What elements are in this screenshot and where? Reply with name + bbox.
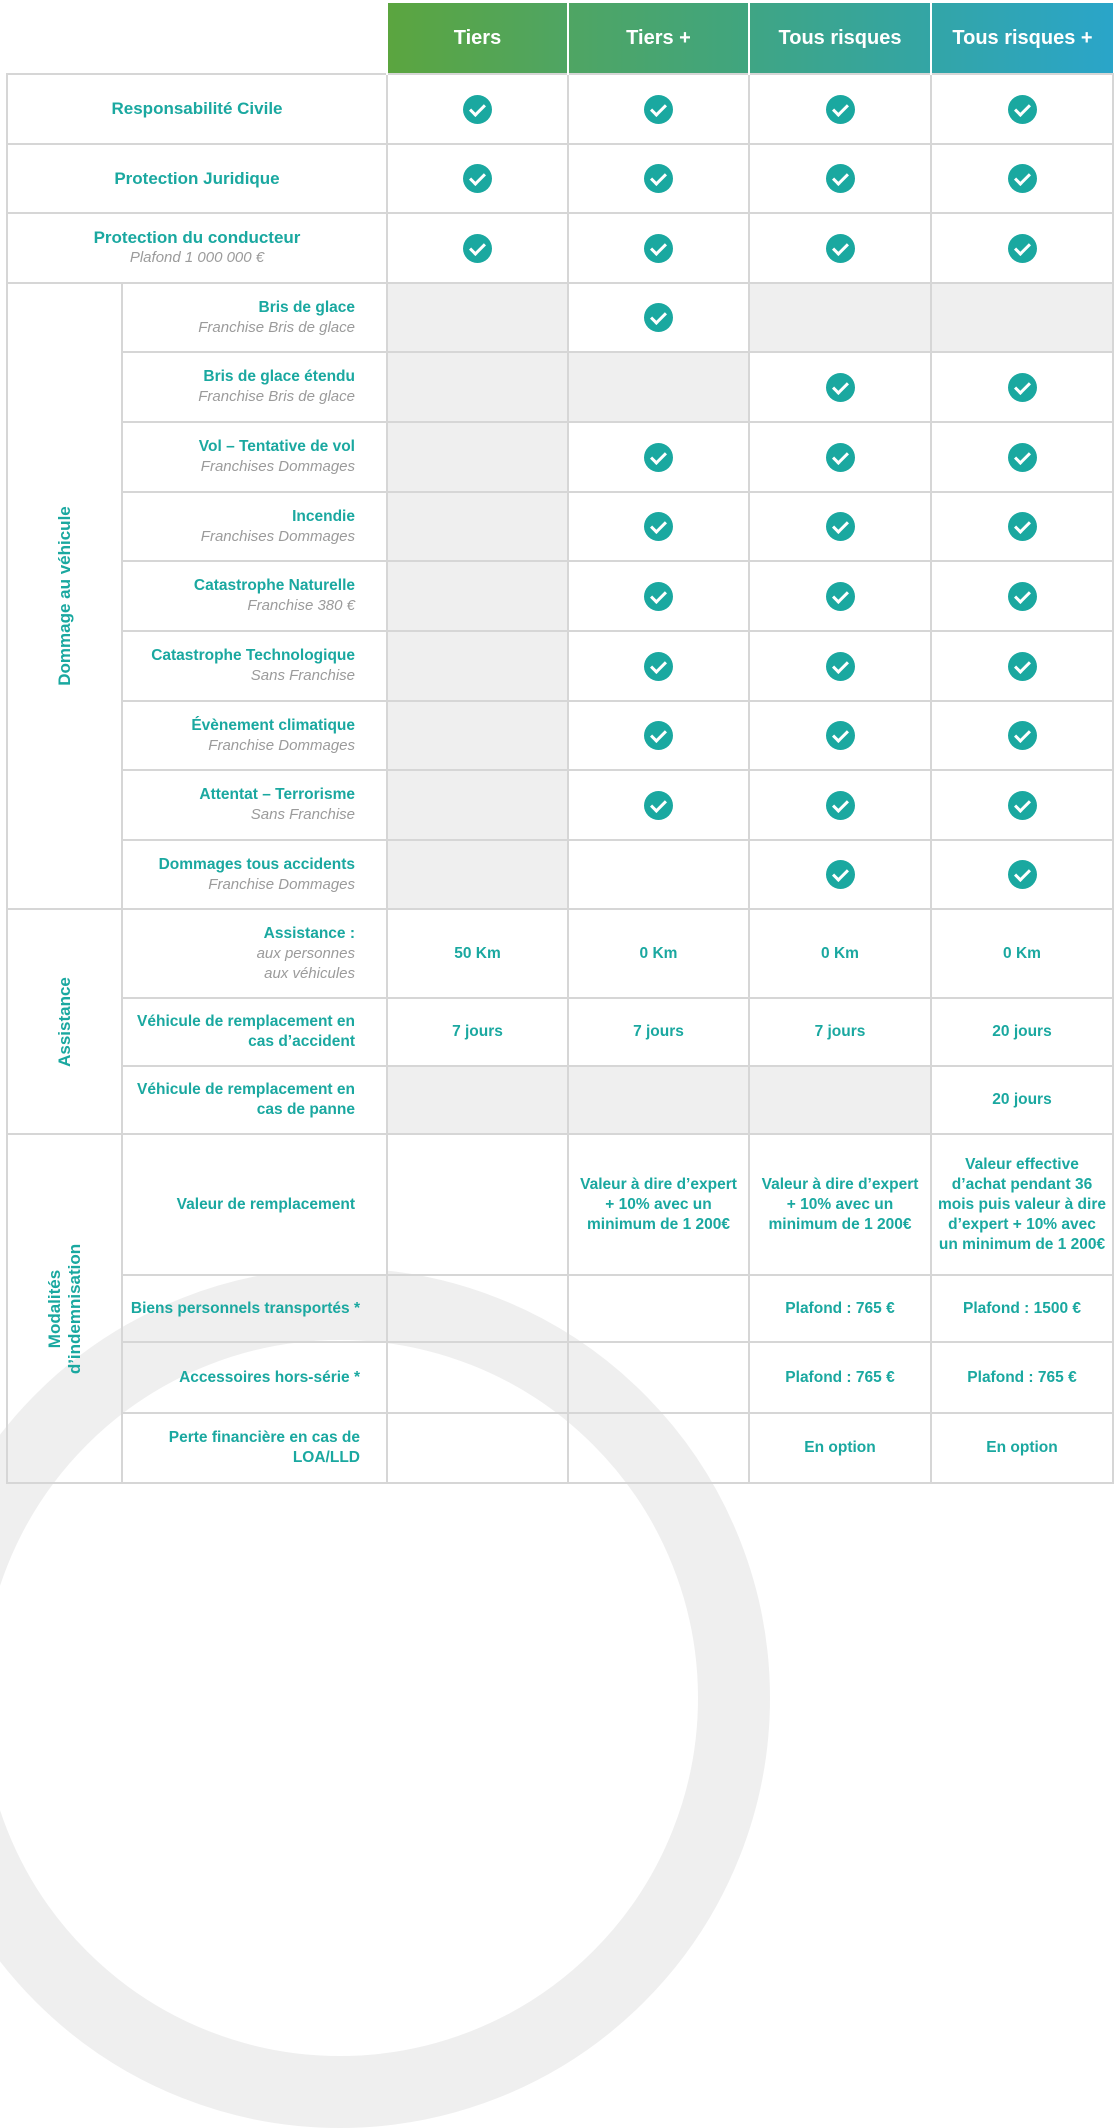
- value-text: Valeur effective d’achat pendant 36 mois puis valeur à dire d’expert + 10% avec un minimum de 1 200€: [938, 1155, 1106, 1253]
- value-cell: 20 jours: [931, 998, 1113, 1066]
- check-icon: [826, 860, 855, 889]
- value-cell: [387, 1342, 568, 1413]
- check-icon: [644, 303, 673, 332]
- value-cell: 50 Km: [387, 909, 568, 998]
- check-icon: [1008, 652, 1037, 681]
- row-label: [7, 144, 387, 213]
- row-label: Véhicule de remplacement en cas de panne: [122, 1066, 387, 1134]
- check-icon: [826, 164, 855, 193]
- row-label: Biens personnels transportés *: [122, 1275, 387, 1342]
- plan-header-tous-risques: Tous risques: [749, 3, 931, 74]
- value-cell: Plafond : 1500 €: [931, 1275, 1113, 1342]
- plan-header-row: [7, 3, 1113, 74]
- row-label-text: Bris de glace: [258, 298, 355, 316]
- unavailable-cell: [387, 770, 568, 840]
- value-cell: [387, 1413, 568, 1483]
- unavailable-cell: [387, 492, 568, 561]
- unavailable-cell: [749, 283, 931, 352]
- row-vehicule-remplacement-accident: [7, 998, 1113, 1066]
- row-protection-juridique: [7, 144, 1113, 213]
- check-icon: [826, 443, 855, 472]
- check-icon: [826, 512, 855, 541]
- check-icon: [826, 582, 855, 611]
- row-label-text: Responsabilité Civile: [111, 99, 283, 118]
- row-vehicule-remplacement-panne: [7, 1066, 1113, 1134]
- row-label-text: Bris de glace étendu: [203, 368, 355, 385]
- row-label: Véhicule de remplacement en cas d’accident: [122, 998, 387, 1066]
- check-icon: [644, 791, 673, 820]
- row-catastrophe-technologique: [7, 631, 1113, 701]
- row-label-text: Dommages tous accidents: [158, 855, 355, 873]
- row-incendie: [7, 492, 1113, 561]
- check-icon: [644, 721, 673, 750]
- row-sublabel: Franchises Dommages: [200, 527, 355, 545]
- check-icon: [1008, 234, 1037, 263]
- check-icon: [644, 164, 673, 193]
- check-icon: [463, 234, 492, 263]
- unavailable-cell: [387, 283, 568, 352]
- row-label: [122, 492, 387, 561]
- row-sublabel: aux personnes: [256, 944, 355, 962]
- row-label: [122, 701, 387, 770]
- row-bris-de-glace: [7, 283, 1113, 352]
- value-cell: 0 Km: [568, 909, 749, 998]
- row-catastrophe-naturelle: [7, 561, 1113, 631]
- check-icon: [1008, 443, 1037, 472]
- check-icon: [1008, 373, 1037, 402]
- check-icon: [644, 582, 673, 611]
- row-label-text: Catastrophe Naturelle: [193, 577, 355, 594]
- row-label-text: Incendie: [292, 507, 355, 525]
- value-cell: Plafond : 765 €: [749, 1275, 931, 1342]
- coverage-comparison-table: [6, 3, 1114, 1484]
- row-valeur-remplacement: [7, 1134, 1113, 1275]
- check-icon: [1008, 860, 1037, 889]
- row-label: [7, 213, 387, 283]
- row-evenement-climatique: [7, 701, 1113, 770]
- check-icon: [1008, 791, 1037, 820]
- check-icon: [644, 512, 673, 541]
- unavailable-cell: [387, 840, 568, 909]
- row-sublabel: Plafond 1 000 000 €: [129, 249, 265, 266]
- check-icon: [826, 652, 855, 681]
- category-dommage: [7, 283, 122, 909]
- value-cell: Plafond : 765 €: [749, 1342, 931, 1413]
- row-sublabel: Franchise Dommages: [208, 875, 355, 893]
- value-cell: [749, 1134, 931, 1275]
- unavailable-cell: [387, 1066, 568, 1134]
- row-responsabilite-civile: [7, 74, 1113, 144]
- value-cell: 0 Km: [931, 909, 1113, 998]
- row-label: [7, 74, 387, 144]
- row-dommages-tous-accidents: [7, 840, 1113, 909]
- check-icon: [1008, 95, 1037, 124]
- check-icon: [644, 234, 673, 263]
- value-cell: 0 Km: [749, 909, 931, 998]
- value-cell: [568, 1413, 749, 1483]
- value-text: Valeur à dire d’expert + 10% avec un minimum de 1 200€: [580, 1175, 737, 1233]
- row-attentat: [7, 770, 1113, 840]
- category-title: Dommage au véhicule: [54, 506, 74, 686]
- row-label-text: Vol – Tentative de vol: [198, 438, 355, 455]
- value-cell: [387, 1275, 568, 1342]
- row-label: Accessoires hors-série *: [122, 1342, 387, 1413]
- check-icon: [1008, 512, 1037, 541]
- check-icon: [826, 791, 855, 820]
- check-icon: [1008, 721, 1037, 750]
- value-cell: 7 jours: [749, 998, 931, 1066]
- check-icon: [1008, 582, 1037, 611]
- row-sublabel: Franchise 380 €: [247, 597, 355, 614]
- row-accessoires: [7, 1342, 1113, 1413]
- value-cell: 7 jours: [387, 998, 568, 1066]
- row-sublabel: Franchise Bris de glace: [198, 318, 355, 336]
- check-icon: [1008, 164, 1037, 193]
- row-assistance: [7, 909, 1113, 998]
- row-label-text: Protection du conducteur: [93, 228, 301, 247]
- row-protection-conducteur: [7, 213, 1113, 283]
- row-sublabel: Sans Franchise: [250, 806, 355, 823]
- category-assistance: [7, 909, 122, 1134]
- value-cell: 20 jours: [931, 1066, 1113, 1134]
- value-cell: 7 jours: [568, 998, 749, 1066]
- check-icon: [826, 234, 855, 263]
- unavailable-cell: [387, 352, 568, 422]
- check-icon: [644, 652, 673, 681]
- check-icon: [826, 95, 855, 124]
- category-title: Assistance: [54, 976, 74, 1067]
- row-bris-de-glace-etendu: [7, 352, 1113, 422]
- category-modalites: [7, 1134, 122, 1483]
- value-cell: [387, 1134, 568, 1275]
- value-cell: [568, 1134, 749, 1275]
- row-label-text: Assistance :: [263, 924, 355, 942]
- row-label: [122, 422, 387, 492]
- row-label: [122, 283, 387, 352]
- plan-header-tiers: Tiers: [387, 3, 568, 74]
- check-icon: [644, 443, 673, 472]
- plan-header-tiers-plus: Tiers +: [568, 3, 749, 74]
- row-label: [122, 909, 387, 998]
- row-label: [122, 770, 387, 840]
- check-icon: [826, 721, 855, 750]
- value-cell: [568, 1275, 749, 1342]
- row-sublabel: Franchises Dommages: [200, 458, 355, 475]
- check-icon: [463, 164, 492, 193]
- check-icon: [826, 373, 855, 402]
- unavailable-cell: [568, 352, 749, 422]
- value-cell: En option: [931, 1413, 1113, 1483]
- category-title: Modalités d’indemnisation: [44, 1243, 84, 1374]
- unavailable-cell: [568, 1066, 749, 1134]
- row-label: [122, 631, 387, 701]
- unavailable-cell: [387, 701, 568, 770]
- unavailable-cell: [931, 283, 1113, 352]
- row-sublabel: Franchise Bris de glace: [198, 388, 355, 405]
- plan-header-tous-risques-plus: Tous risques +: [931, 3, 1113, 74]
- unavailable-cell: [387, 561, 568, 631]
- row-biens-personnels: [7, 1275, 1113, 1342]
- value-cell: [931, 1134, 1113, 1275]
- row-label-text: Catastrophe Technologique: [151, 647, 355, 664]
- row-label: [122, 352, 387, 422]
- row-label: [122, 561, 387, 631]
- value-cell: En option: [749, 1413, 931, 1483]
- unavailable-cell: [387, 422, 568, 492]
- row-sublabel: Sans Franchise: [250, 667, 355, 684]
- unavailable-cell: [749, 1066, 931, 1134]
- row-perte-financiere: [7, 1413, 1113, 1483]
- header-corner: [7, 3, 387, 74]
- unavailable-cell: [387, 631, 568, 701]
- row-label-text: Évènement climatique: [191, 716, 355, 734]
- row-label: Perte financière en cas de LOA/LLD: [122, 1413, 387, 1483]
- value-cell: Plafond : 765 €: [931, 1342, 1113, 1413]
- value-text: Valeur à dire d’expert + 10% avec un minimum de 1 200€: [761, 1175, 919, 1233]
- row-vol: [7, 422, 1113, 492]
- row-label: [122, 840, 387, 909]
- row-sublabel: Franchise Dommages: [208, 736, 355, 754]
- row-sublabel: aux véhicules: [264, 964, 355, 982]
- row-label-text: Protection Juridique: [114, 168, 280, 188]
- row-label-text: Attentat – Terrorisme: [199, 786, 355, 803]
- check-icon: [463, 95, 492, 124]
- value-cell: [568, 1342, 749, 1413]
- row-label: Valeur de remplacement: [122, 1134, 387, 1275]
- check-icon: [644, 95, 673, 124]
